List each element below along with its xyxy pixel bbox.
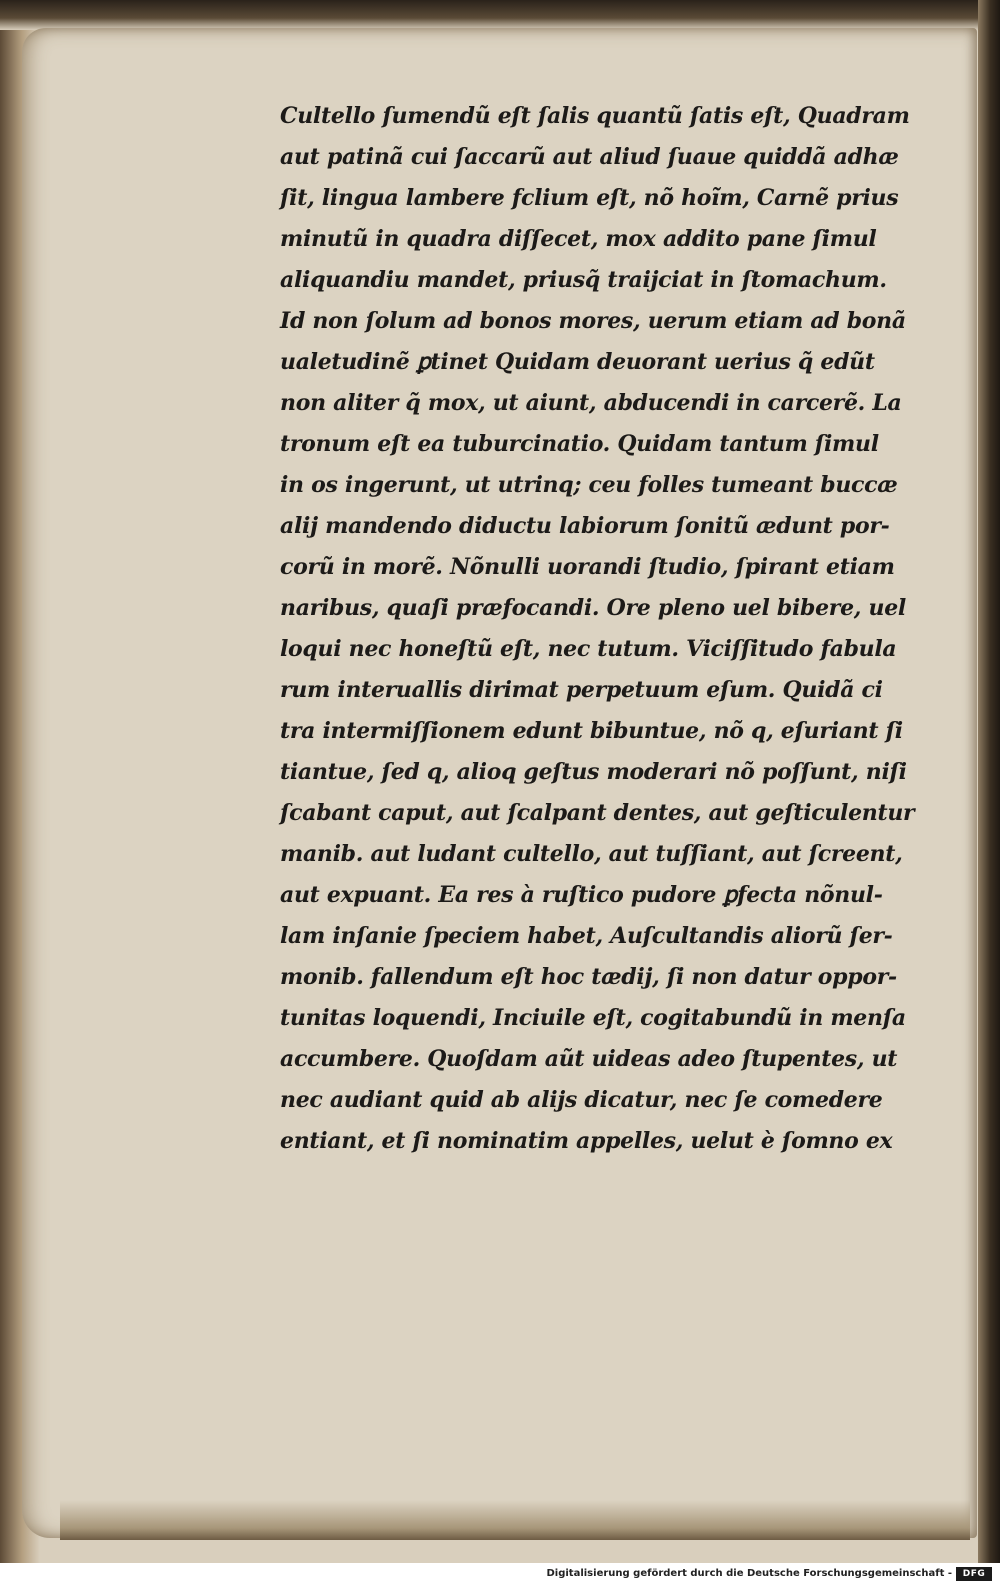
text-line: lam inſanie ſpeciem habet, Auſcultandis aliorũ ſer- (280, 923, 893, 949)
text-line: tiantue, ſed q, alioq geſtus moderari nõ poſſunt, niſi (280, 759, 907, 785)
text-line: tunitas loquendi, Inciuile eſt, cogitabundũ in menſa (280, 1005, 906, 1031)
text-line: Id non ſolum ad bonos mores, uerum etiam ad bonã (280, 308, 906, 334)
text-line: alij mandendo diductu labiorum ſonitũ ædunt por- (280, 513, 890, 539)
text-line: manib. aut ludant cultello, aut tuſſiant, aut ſcreent, (280, 841, 903, 867)
text-line: aut patinã cui ſaccarũ aut aliud ſuaue quiddã adhæ (280, 144, 899, 170)
text-line: entiant, et ſi nominatim appelles, uelut è ſomno ex (280, 1128, 893, 1154)
text-line: tra intermiſſionem edunt bibuntue, nõ q, eſuriant ſi (280, 718, 903, 744)
text-line: ualetudinẽ ꝑtinet Quidam deuorant uerius q̃ edũt (280, 349, 875, 375)
text-line: tronum eſt ea tuburcinatio. Quidam tantum ſimul (280, 431, 879, 457)
text-line: minutũ in quadra diſſecet, mox addito pane ſimul (280, 226, 877, 252)
text-line: Cultello ſumendũ eſt ſalis quantũ ſatis eſt, Quadram (280, 103, 910, 129)
text-line: nec audiant quid ab alijs dicatur, nec ſe comedere (280, 1087, 883, 1113)
dfg-logo: DFG (956, 1567, 992, 1581)
text-line: loqui nec honeſtũ eſt, nec tutum. Viciſſitudo fabula (280, 636, 897, 662)
text-line: naribus, quaſi præfocandi. Ore pleno uel bibere, uel (280, 595, 906, 621)
book-top-edge (0, 0, 1000, 30)
text-line: non aliter q̃ mox, ut aiunt, abducendi in carcerẽ. La (280, 390, 902, 416)
text-line: accumbere. Quoſdam aũt uideas adeo ſtupentes, ut (280, 1046, 898, 1072)
digitization-credit: Digitalisierung gefördert durch die Deutsche Forschungsgemeinschaft - (546, 1568, 952, 1579)
page-text (280, 96, 955, 1162)
text-line: in os ingerunt, ut utrinq; ceu folles tumeant buccæ (280, 472, 898, 498)
footer-bar (0, 1563, 1000, 1585)
text-line: aut expuant. Ea res à ruſtico pudore ꝑfecta nõnul- (280, 882, 883, 908)
text-line: monib. fallendum eſt hoc tædij, ſi non datur oppor- (280, 964, 897, 990)
text-line: ſcabant caput, aut ſcalpant dentes, aut geſticulentur (280, 800, 915, 826)
book-right-edge (978, 0, 1000, 1563)
text-line: corũ in morẽ. Nõnulli uorandi ſtudio, ſpirant etiam (280, 554, 895, 580)
text-line: ſit, lingua lambere fclium eſt, nõ hoĩm, Carnẽ prius (280, 185, 899, 211)
text-line: aliquandiu mandet, priusq̃ traijciat in ſtomachum. (280, 267, 887, 293)
page-bottom-shadow (60, 1500, 970, 1540)
text-line: rum interuallis dirimat perpetuum eſum. Quidã ci (280, 677, 883, 703)
